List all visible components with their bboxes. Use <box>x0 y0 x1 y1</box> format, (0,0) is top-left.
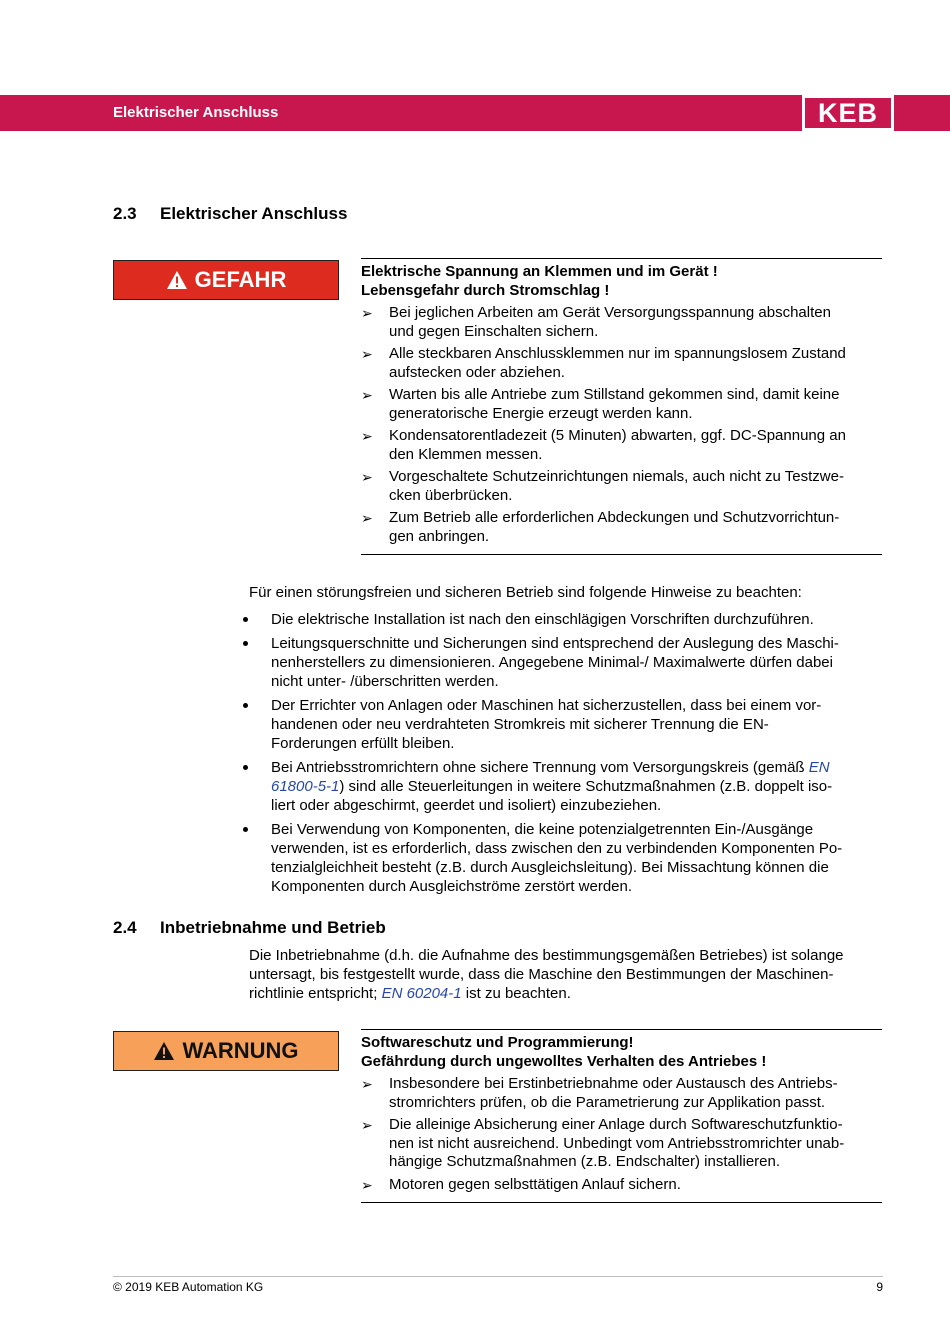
header-title: Elektrischer Anschluss <box>113 104 279 121</box>
list-item: ➢ Zum Betrieb alle erforderlichen Abdeckungen und Schutzvorrichtun- gen anbringen. <box>361 509 840 545</box>
arrow-bullet-icon: ➢ <box>361 387 373 403</box>
arrow-bullet-icon: ➢ <box>361 305 373 321</box>
arrow-bullet-icon: ➢ <box>361 346 373 362</box>
list-item: ➢ Insbesondere bei Erstinbetriebnahme oder Austausch des Antriebs- stromrichters prüfen, ob die Parametrierung zur Applikation passt. <box>361 1075 838 1111</box>
intro-paragraph: Für einen störungsfreien und sicheren Betrieb sind folgende Hinweise zu beachten: <box>249 584 802 601</box>
list-item: Bei Verwendung von Komponenten, die keine potenzialgetrennten Ein-/Ausgänge verwenden, ist es erforderlich, dass zwischen den zu verbindenden Komponenten Po- tenzialgleichheit besteht (z.B. durch Ausgleichsleitung). Bei Missachtung können die Komponenten durch Ausgleichströme zerstört werden. <box>240 820 883 896</box>
arrow-bullet-icon: ➢ <box>361 469 373 485</box>
list-item: ➢ Alle steckbaren Anschlussklemmen nur im spannungslosem Zustand aufstecken oder abziehen. <box>361 345 846 381</box>
warning-list <box>361 1075 882 1194</box>
page-number: 9 <box>876 1280 883 1294</box>
danger-label: GEFAHR <box>194 267 287 292</box>
standard-link[interactable]: EN <box>808 759 830 776</box>
bullet-dot-icon <box>243 641 248 646</box>
commissioning-paragraph: Die Inbetriebnahme (d.h. die Aufnahme des bestimmungsgemäßen Betriebes) ist solange untersagt, bis festgestellt wurde, dass die Maschine den Bestimmungen der Maschinen- richtlinie entspricht; EN 60204-1 ist zu beachten. <box>249 947 844 1002</box>
danger-headline-1: Elektrische Spannung an Klemmen und im Gerät ! <box>361 263 718 280</box>
danger-notice <box>361 258 882 555</box>
arrow-bullet-icon: ➢ <box>361 510 373 526</box>
danger-list <box>361 304 882 546</box>
arrow-bullet-icon: ➢ <box>361 1117 373 1133</box>
list-item: ➢ Bei jeglichen Arbeiten am Gerät Versorgungsspannung abschalten und gegen Einschalten sichern. <box>361 304 831 340</box>
warning-headline-2: Gefährdung durch ungewolltes Verhalten des Antriebes ! <box>361 1052 767 1070</box>
section-title: Inbetriebnahme und Betrieb <box>160 918 386 937</box>
section-heading-2-4 <box>113 918 386 938</box>
danger-headline-2: Lebensgefahr durch Stromschlag ! <box>361 281 610 299</box>
list-item: Die elektrische Installation ist nach den einschlägigen Vorschriften durchzuführen. <box>240 610 883 629</box>
bullet-dot-icon <box>243 703 248 708</box>
danger-signal <box>113 260 339 300</box>
standard-link[interactable]: 61800-5-1 <box>271 778 340 795</box>
arrow-bullet-icon: ➢ <box>361 1076 373 1092</box>
list-item: ➢ Kondensatorentladezeit (5 Minuten) abwarten, ggf. DC-Spannung an den Klemmen messen. <box>361 427 846 463</box>
list-item: Bei Antriebsstromrichtern ohne sichere Trennung vom Versorgungskreis (gemäß EN 61800-5-1) sind alle Steuerleitungen in weitere Schutzmaßnahmen (z.B. doppelt iso- liert oder abgeschirmt, geerdet und isoliert) einzubeziehen. <box>240 758 883 815</box>
warning-headline-1: Softwareschutz und Programmierung! <box>361 1034 634 1051</box>
arrow-bullet-icon: ➢ <box>361 428 373 444</box>
footer-divider <box>113 1276 883 1277</box>
list-item: Der Errichter von Anlagen oder Maschinen hat sicherzustellen, dass bei einem vor- handenen oder neu verdrahteten Stromkreis mit sicherer Trennung die EN- Forderungen erfüllt bleiben. <box>240 696 883 753</box>
warning-label: WARNUNG <box>182 1038 299 1063</box>
footer-copyright: © 2019 KEB Automation KG <box>113 1280 264 1294</box>
list-item: ➢ Motoren gegen selbsttätigen Anlauf sichern. <box>361 1175 681 1193</box>
warning-signal <box>113 1031 339 1071</box>
warning-notice <box>361 1029 882 1203</box>
list-item: ➢ Die alleinige Absicherung einer Anlage durch Softwareschutzfunktio- nen ist nicht ausreichend. Unbedingt vom Antriebsstromrichter unab- hängige Schutzmaßnahmen (z.B. Endschalter) installieren. <box>361 1116 845 1170</box>
bullet-dot-icon <box>243 827 248 832</box>
bullet-dot-icon <box>243 617 248 622</box>
warning-triangle-icon <box>166 270 188 290</box>
list-item: ➢ Warten bis alle Antriebe zum Stillstand gekommen sind, damit keine generatorische Energie erzeugt werden kann. <box>361 386 840 422</box>
section-title: Elektrischer Anschluss <box>160 204 348 223</box>
warning-triangle-icon <box>153 1041 175 1061</box>
section-heading-2-3 <box>113 204 347 224</box>
instruction-list <box>240 610 883 901</box>
section-number: 2.3 <box>113 204 137 223</box>
arrow-bullet-icon: ➢ <box>361 1176 373 1193</box>
keb-logo <box>802 95 894 131</box>
standard-link[interactable]: EN 60204-1 <box>381 985 462 1002</box>
logo-text: KEB <box>805 98 891 128</box>
bullet-dot-icon <box>243 765 248 770</box>
list-item: ➢ Vorgeschaltete Schutzeinrichtungen niemals, auch nicht zu Testzwe- cken überbrücken. <box>361 468 844 504</box>
section-number: 2.4 <box>113 918 137 937</box>
list-item: Leitungsquerschnitte und Sicherungen sind entsprechend der Auslegung des Maschi- nenherstellers zu dimensionieren. Angegebene Minimal-/ Maximalwerte dürfen dabei nicht unter- /überschritten werden. <box>240 634 883 691</box>
